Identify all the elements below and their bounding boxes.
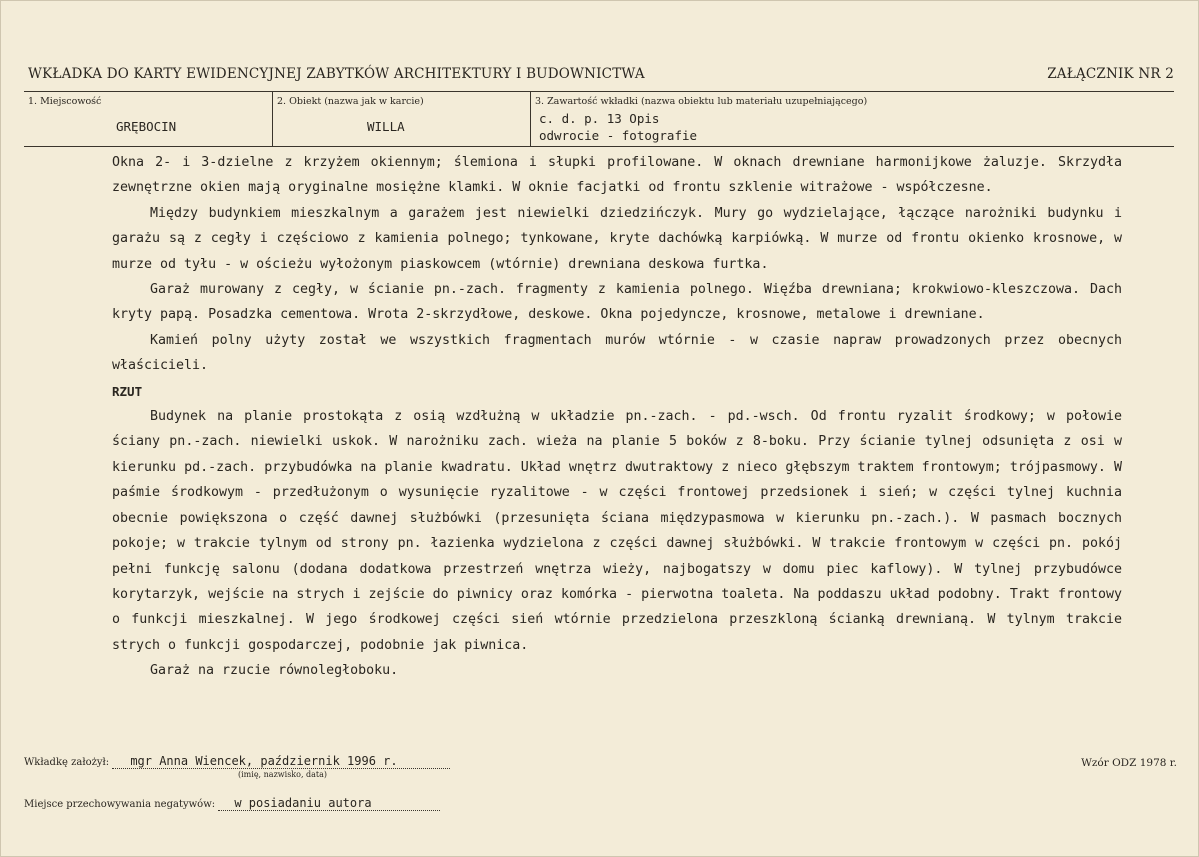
annex-number: ZAŁĄCZNIK NR 2 xyxy=(1047,66,1174,82)
content-line-2: odwrocie - fotografie xyxy=(539,128,698,143)
author-label: Wkładkę założył: xyxy=(24,757,110,768)
content-cell xyxy=(530,92,1175,146)
place-value: GRĘBOCIN xyxy=(116,119,177,134)
form-model: Wzór ODZ 1978 r. xyxy=(1081,757,1177,769)
content-line-1: c. d. p. 13 Opis xyxy=(539,111,660,126)
storage-line xyxy=(24,797,440,811)
place-caption: 1. Miejscowość xyxy=(28,96,102,107)
author-hint: (imię, nazwisko, data) xyxy=(238,770,328,779)
document-title: WKŁADKA DO KARTY EWIDENCYJNEJ ZABYTKÓW ARCHITEKTURY I BUDOWNICTWA xyxy=(28,66,645,82)
paragraph-floor-plan: Budynek na planie prostokąta z osią wzdłużną w układzie pn.-zach. - pd.-wsch. Od frontu ryzalit środkowy; w połowie ściany pn.-zach. niewielki uskok. W narożniku zach. wieża na planie 5 boków z 8-boku. Przy ścianie tylnej odsunięta z osi w kierunku pd.-zach. przybudówka na planie kwadratu. Układ wnętrz dwutraktowy z nieco głębszym traktem frontowym; trójpasmowy. W paśmie środkowym - przedłużonym o wysunięcie ryzalitowe - w części frontowej przedsionek i sień; w części tylnej kuchnia obecnie powiększona o część dawnej służbówki (przesunięta ściana międzypasmowa w kierunku pn.-zach.). W pasmach bocznych pokoje; w trakcie tylnym od strony pn. łazienka wydzielona z części dawnej służbówki. W trakcie frontowym w części pn. pokój pełni funkcję salonu (dodana dodatkowa przestrzeń wnętrza wieży, najbogatszy w domu piec kaflowy). W tylnej przybudówce korytarzyk, wejście na strych i zejście do piwnicy oraz komórka - pierwotna toaleta. Na poddaszu układ podobny. Trakt frontowy o funkcji mieszkalnej. W jego środkowej części sień wtórnie przedzielona przeszkloną ścianką drewnianą. W tylnym trakcie strych o funkcji gospodarczej, podobnie jak piwnica. xyxy=(112,409,1122,653)
object-cell xyxy=(272,92,531,146)
place-cell xyxy=(24,92,272,146)
description-body xyxy=(112,150,1122,684)
paragraph-garage: Garaż murowany z cegły, w ścianie pn.-zach. fragmenty z kamienia polnego. Więźba drewniana; krokwiowo-kleszczowa. Dach kryty papą. Posadzka cementowa. Wrota 2-skrzydłowe, deskowe. Okna pojedyncze, krosnowe, metalowe i drewniane. xyxy=(112,282,1122,323)
content-caption: 3. Zawartość wkładki (nazwa obiektu lub materiału uzupełniającego) xyxy=(535,96,868,107)
storage-value: w posiadaniu autora xyxy=(218,797,440,811)
author-line xyxy=(24,755,450,769)
document-header xyxy=(28,66,1174,88)
author-value: mgr Anna Wiencek, październik 1996 r. xyxy=(112,755,450,769)
storage-label: Miejsce przechowywania negatywów: xyxy=(24,799,216,810)
object-value: WILLA xyxy=(367,119,405,134)
object-caption: 2. Obiekt (nazwa jak w karcie) xyxy=(277,96,424,107)
paragraph-courtyard: Między budynkiem mieszkalnym a garażem jest niewielki dziedzińczyk. Mury go wydzielające, łączące narożniki budynku i garażu są z cegły i częściowo z kamienia polnego; tynkowane, kryte dachówką karpiówką. W murze od frontu okienko krosnowe, w murze od tyłu - w ościeżu wyłożonym piaskowcem (wtórnie) drewniana deskowa furtka. xyxy=(112,205,1122,272)
info-table xyxy=(24,91,1174,147)
paragraph-garage-plan: Garaż na rzucie równoległoboku. xyxy=(150,663,399,679)
paragraph-fieldstone: Kamień polny użyty został we wszystkich fragmentach murów wtórnie - w czasie napraw prowadzonych przez obecnych właścicieli. xyxy=(112,332,1122,374)
paragraph-windows: Okna 2- i 3-dzielne z krzyżem okiennym; ślemiona i słupki profilowane. W oknach drewniane harmonijkowe żaluzje. Skrzydła zewnętrzne okien mają oryginalne mosiężne klamki. W oknie facjatki od frontu szklenie witrażowe - współczesne. xyxy=(112,155,1122,196)
section-heading-rzut: RZUT xyxy=(112,383,143,399)
